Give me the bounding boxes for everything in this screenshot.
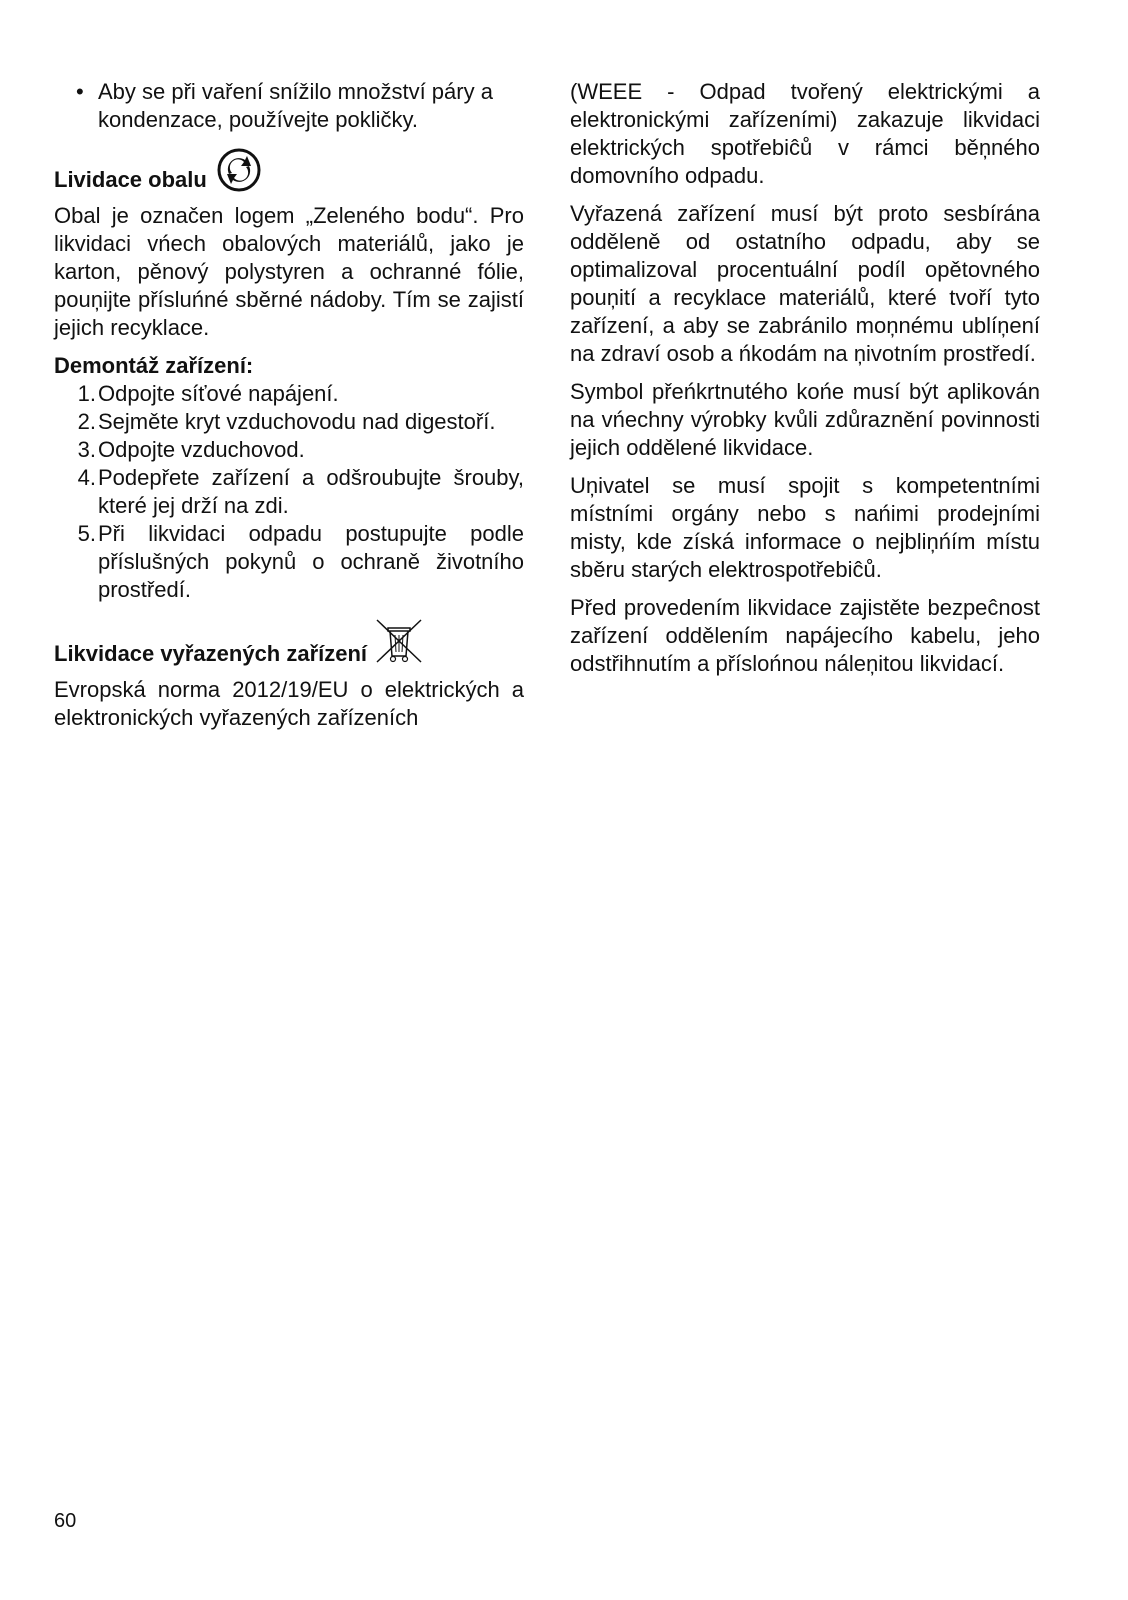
weee-paragraph-1: (WEEE - Odpad tvořený elektrickými a elektronickými zařízeními) zakazuje likvidaci elektrických spotřebiĉů v rámci běņného domovního odpadu. [570,79,1040,188]
weee-heading: Likvidace vyřazených zařízení [54,641,368,666]
weee-paragraph-5: Před provedením likvidace zajistěte bezpeĉnost zařízení oddělením napájecího kabelu, jeho odstřihnutím a příslońnou náleņitou likvidací. [570,595,1040,676]
page-number: 60 [54,1510,77,1532]
packaging-text: Obal je označen logem „Zeleného bodu“. Pro likvidaci vńech obalových materiálů, jako je karton, pěnový polystyren a ochranné fólie, pouņijte přísluńné sběrné nádoby. Tím se zajistí jejich recyklace. [54,203,524,340]
list-item: 3. Odpojte vzduchovod. [77,437,305,462]
packaging-heading: Lividace obalu [54,167,207,192]
list-item: 1. Odpojte síťové napájení. [77,381,339,406]
list-item: 4. Podepřete zařízení a odšroubujte šrouby, které jej drží na zdi. [77,465,524,518]
bullet-dot: • [76,79,84,104]
weee-paragraph-4: Uņivatel se musí spojit s kompetentními místními orgány nebo s nańimi prodejními misty, kde získá informace o nejbliņńím místu sběru starých elektrospotřebiĉů. [570,473,1040,582]
weee-paragraph-3: Symbol přeńkrtnutého końe musí být aplikován na vńechny výrobky kvůli zdůraznění povinnosti jejich oddělené likvidace. [570,379,1040,460]
right-column [570,78,1040,688]
list-item: 5. Při likvidaci odpadu postupujte podle příslušných pokynů o ochraně životního prostředí. [77,521,524,602]
steam-tip-bullet [54,78,524,134]
weee-paragraph-2: Vyřazená zařízení musí být proto sesbírána odděleně od ostatního odpadu, aby se optimalizoval procentuální podíl opětovného pouņití a recyklace materiálů, které tvoří tyto zařízení, a aby se zabránilo moņnému ublíņení na zdraví osob a ńkodám na ņivotním prostředí. [570,201,1040,366]
dismantle-heading: Demontáž zařízení: [54,353,254,378]
packaging-heading-row [54,148,524,194]
crossed-bin-icon [373,616,425,666]
weee-norm-text: Evropská norma 2012/19/EU o elektrických a elektronických vyřazených zařízeních [54,677,524,730]
list-item: 2. Sejměte kryt vzduchovodu nad digestoří. [77,409,496,434]
weee-heading-row [54,616,524,668]
steam-tip-text: Aby se při vaření snížilo množství páry a kondenzace, používejte pokličky. [98,79,493,132]
green-dot-icon [217,148,261,192]
left-column [54,78,524,742]
dismantle-steps [54,380,524,604]
